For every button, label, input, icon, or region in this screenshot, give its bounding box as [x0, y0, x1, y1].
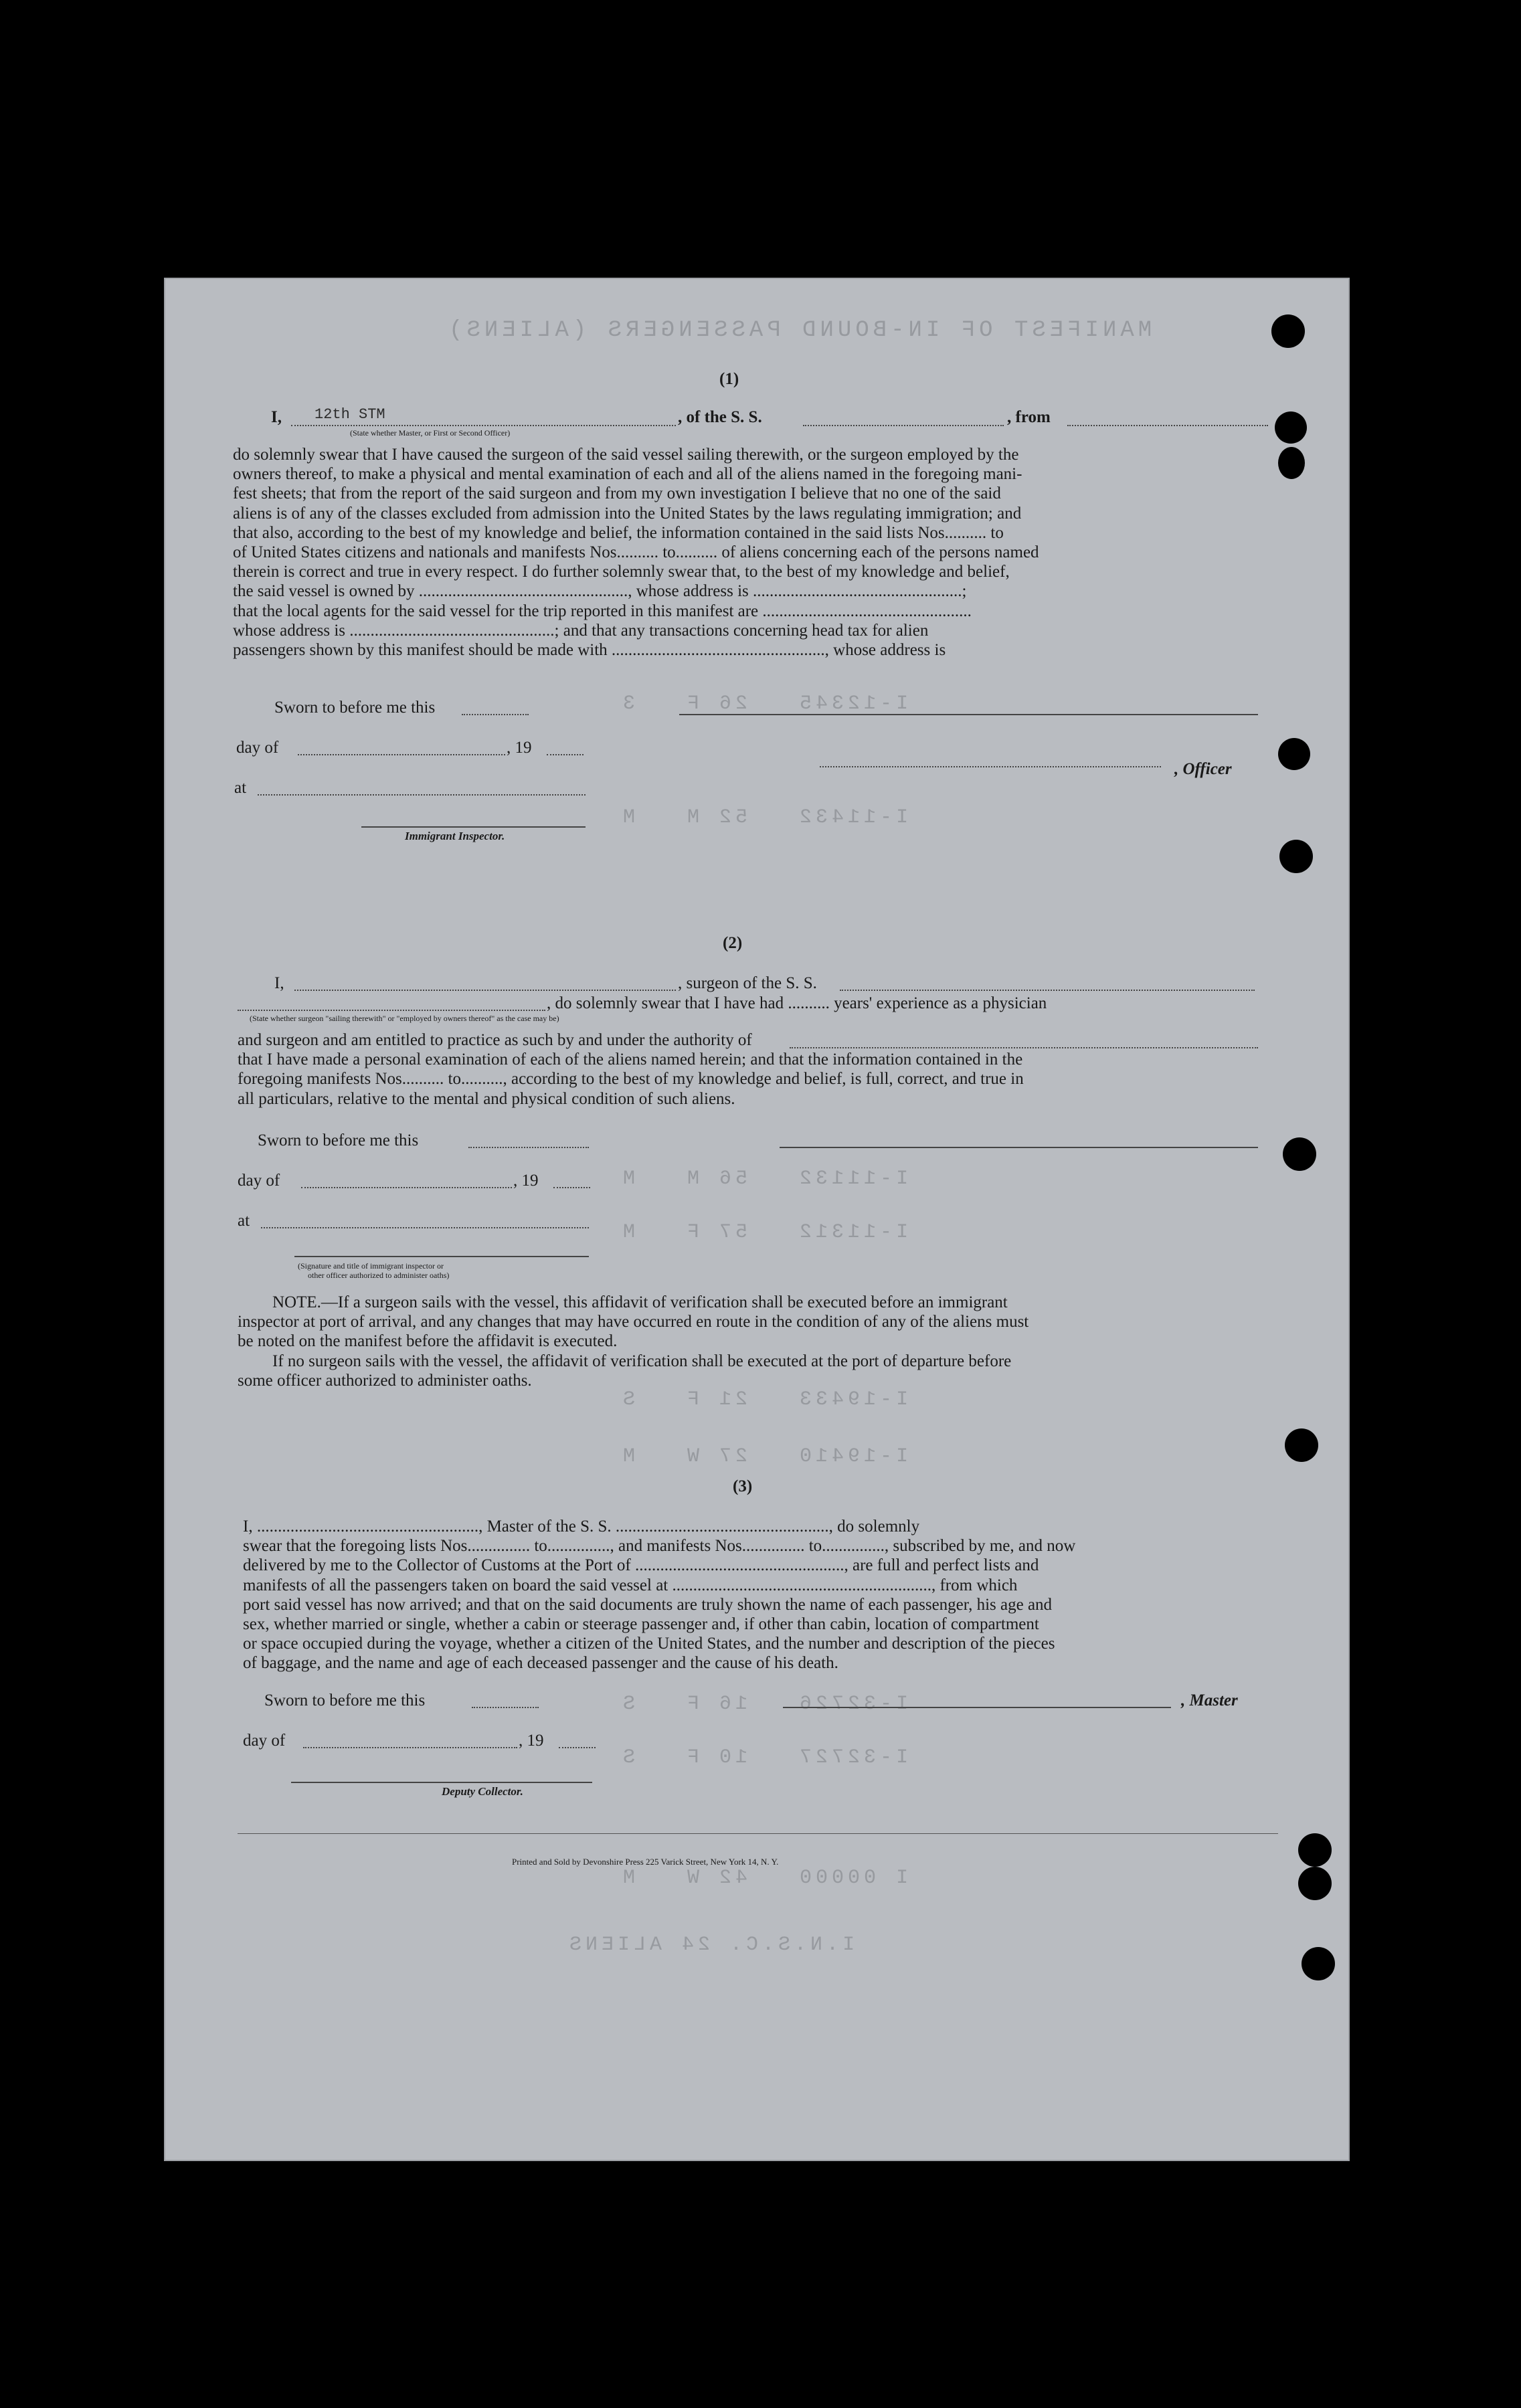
surgeon-oath-line: , do solemnly swear that I have had .......... years' experience as a physician [547, 994, 1047, 1012]
bleed-through-column: I-32726 16 F S [619, 1693, 909, 1716]
note-line: be noted on the manifest before the affidavit is executed. [238, 1332, 618, 1351]
year-label-1: , 19 [507, 739, 532, 757]
year-label-3: , 19 [519, 1732, 544, 1750]
at-label-2: at [238, 1212, 250, 1230]
oath-line: foregoing manifests Nos.......... to.........., according to the best of my knowledge and belief, is full, correct, and true in [238, 1070, 1024, 1089]
immigrant-inspector-label: Immigrant Inspector. [405, 830, 505, 842]
at-line-2 [261, 1227, 589, 1228]
from-label: , from [1007, 408, 1051, 426]
printer-imprint: Printed and Sold by Devonshire Press 225 Varick Street, New York 14, N. Y. [512, 1857, 779, 1867]
oath-line: do solemnly swear that I have caused the surgeon of the said vessel sailing therewith, or the surgeon employed by the [233, 446, 1019, 464]
master-prefix: I, [271, 408, 282, 426]
oath-line: manifests of all the passengers taken on board the said vessel at .............................................................., from which [243, 1576, 1018, 1594]
note-line: If no surgeon sails with the vessel, the affidavit of verification shall be executed at the port of departure before [272, 1352, 1012, 1370]
signature-caption-1: (Signature and title of immigrant inspector or [298, 1261, 444, 1271]
punch-hole [1283, 1137, 1316, 1171]
note-line: some officer authorized to administer oaths. [238, 1371, 532, 1390]
oath-line: therein is correct and true in every respect. I do further solemnly swear that, to the best of my knowledge and belief, [233, 563, 1010, 581]
at-line-1 [258, 794, 586, 796]
master-officer-value: 12th STM [315, 406, 385, 423]
punch-hole [1298, 1867, 1332, 1900]
authority-line [790, 1047, 1258, 1048]
oath-line: passengers shown by this manifest should be made with ..................................................., whose address is [233, 641, 946, 660]
punch-hole [1271, 314, 1305, 348]
surgeon-ship-line [840, 990, 1255, 991]
bleed-through-column: I-11432 52 M M [619, 806, 909, 829]
section-1-oath-text [233, 445, 1277, 660]
oath-line: owners thereof, to make a physical and mental examination of each and all of the aliens named in the foregoing mani- [233, 465, 1022, 484]
day-of-line-2 [301, 1187, 512, 1188]
bleed-through-column: I-32727 10 F S [619, 1746, 909, 1769]
signature-caption-2: other officer authorized to administer oaths) [308, 1271, 450, 1280]
oath-line: swear that the foregoing lists Nos............... to..............., and manifests Nos............... to..............., subscribed by me, and now [243, 1537, 1076, 1556]
bleed-through-column: I-11312 57 F M [619, 1221, 909, 1244]
from-port-line [1067, 425, 1268, 426]
bleed-through-column: I-11132 56 M M [619, 1168, 909, 1190]
surgeon-caption: (State whether surgeon "sailing therewith" or "employed by owners thereof" as the case may be) [250, 1014, 559, 1023]
inspector-signature-line [361, 826, 586, 828]
note-line: NOTE.—If a surgeon sails with the vessel, this affidavit of verification shall be executed before an immigrant [272, 1293, 1008, 1311]
ship-name-line [803, 425, 1004, 426]
sworn-label-3: Sworn to before me this [264, 1691, 426, 1709]
day-of-label-2: day of [238, 1172, 280, 1190]
oath-line: delivered by me to the Collector of Customs at the Port of .................................................., are full and perfect lists and [243, 1556, 1039, 1575]
sworn-line-3 [472, 1707, 539, 1708]
section-3-number: (3) [733, 1477, 753, 1495]
punch-hole [1278, 447, 1305, 479]
surgeon-signature-line [780, 1147, 1258, 1148]
bleed-through-footer: I.N.S.C. 24 ALIENS [565, 1934, 855, 1956]
surgeon-of-ss: , surgeon of the S. S. [678, 974, 817, 992]
bleed-through-column: I-12345 26 F 3 [619, 692, 909, 715]
section-2-oath-text [238, 1030, 1278, 1109]
year-line-1 [547, 754, 584, 755]
oath-line: sex, whether married or single, whether a cabin or steerage passenger and, if other than cabin, location of compartment [243, 1615, 1039, 1634]
oath-line: or space occupied during the voyage, whether a citizen of the United States, and the number and description of the pieces [243, 1635, 1055, 1653]
manifest-sheet [164, 278, 1350, 2161]
oath-line: I, ....................................................., Master of the S. S. ..................................................., do solemnly [243, 1517, 920, 1536]
day-of-line-3 [303, 1747, 517, 1748]
sworn-label-2: Sworn to before me this [258, 1131, 419, 1149]
bleed-through-heading: MANIFEST OF IN-BOUND PASSENGERS (ALIENS) [445, 318, 1152, 343]
section-1-number: (1) [719, 370, 739, 388]
officer-signature-line [679, 714, 1258, 715]
surgeon-prefix: I, [274, 974, 284, 992]
master-label: , Master [1181, 1691, 1238, 1709]
punch-hole [1302, 1947, 1335, 1980]
oath-line: aliens is of any of the classes excluded from admission into the United States by the laws regulating immigration; and [233, 504, 1022, 523]
officer-name-line [820, 766, 1161, 767]
oath-line: that I have made a personal examination of each of the aliens named herein; and that the information contained in the [238, 1050, 1023, 1069]
of-ss-label: , of the S. S. [678, 408, 762, 426]
sworn-line-2 [468, 1147, 589, 1148]
surgeon-status-line [238, 1010, 545, 1011]
officer-label: , Officer [1174, 760, 1232, 778]
section-3-oath-text [243, 1517, 1283, 1673]
surgeon-name-line [294, 990, 676, 991]
oath-line: that the local agents for the said vessel for the trip reported in this manifest are .................................................. [233, 601, 972, 620]
oath-line: fest sheets; that from the report of the said surgeon and from my own investigation I believe that no one of the said [233, 484, 1001, 503]
oath-line: that also, according to the best of my knowledge and belief, the information contained in the said lists Nos.......... to [233, 523, 1004, 542]
master-signature-line [783, 1707, 1171, 1708]
sworn-line-1 [462, 714, 529, 715]
oath-line: whose address is .................................................; and that any transactions concerning head tax for alien [233, 621, 929, 640]
year-label-2: , 19 [513, 1172, 539, 1190]
oath-line: all particulars, relative to the mental and physical condition of such aliens. [238, 1089, 735, 1108]
bleed-through-column: I-19433 21 F S [619, 1388, 909, 1411]
sworn-label-1: Sworn to before me this [274, 699, 436, 717]
footer-rule [238, 1833, 1278, 1834]
master-officer-line [291, 425, 676, 426]
year-line-3 [559, 1747, 596, 1748]
deputy-collector-label: Deputy Collector. [442, 1785, 523, 1798]
oath-line: port said vessel has now arrived; and that on the said documents are truly shown the name of each passenger, his age and [243, 1595, 1053, 1614]
collector-signature-line [291, 1782, 592, 1783]
day-of-label-1: day of [236, 739, 279, 757]
section-2-number: (2) [723, 934, 743, 952]
at-label-1: at [234, 779, 247, 797]
oath-line: the said vessel is owned by .................................................., whose address is ..................................................; [233, 582, 967, 601]
punch-hole [1275, 411, 1307, 444]
punch-hole [1285, 1428, 1318, 1462]
inspector-signature-line-2 [294, 1256, 589, 1257]
punch-hole [1298, 1833, 1332, 1867]
note-line: inspector at port of arrival, and any changes that may have occurred en route in the condition of any of the aliens must [238, 1313, 1029, 1331]
bleed-through-column: I-19410 27 W M [619, 1445, 909, 1468]
year-line-2 [553, 1187, 590, 1188]
day-of-label-3: day of [243, 1732, 286, 1750]
oath-line: of baggage, and the name and age of each deceased passenger and the cause of his death. [243, 1654, 838, 1673]
master-caption: (State whether Master, or First or Second Officer) [350, 428, 511, 438]
day-of-line-1 [298, 754, 505, 755]
surgeon-note [238, 1293, 1278, 1390]
punch-hole [1278, 738, 1310, 770]
bleed-through-column: I 00000 42 W M [619, 1867, 909, 1889]
oath-line: of United States citizens and nationals and manifests Nos.......... to.......... of aliens concerning each of the persons named [233, 543, 1039, 562]
punch-hole [1279, 840, 1313, 873]
oath-line: and surgeon and am entitled to practice as such by and under the authority of [238, 1031, 752, 1049]
